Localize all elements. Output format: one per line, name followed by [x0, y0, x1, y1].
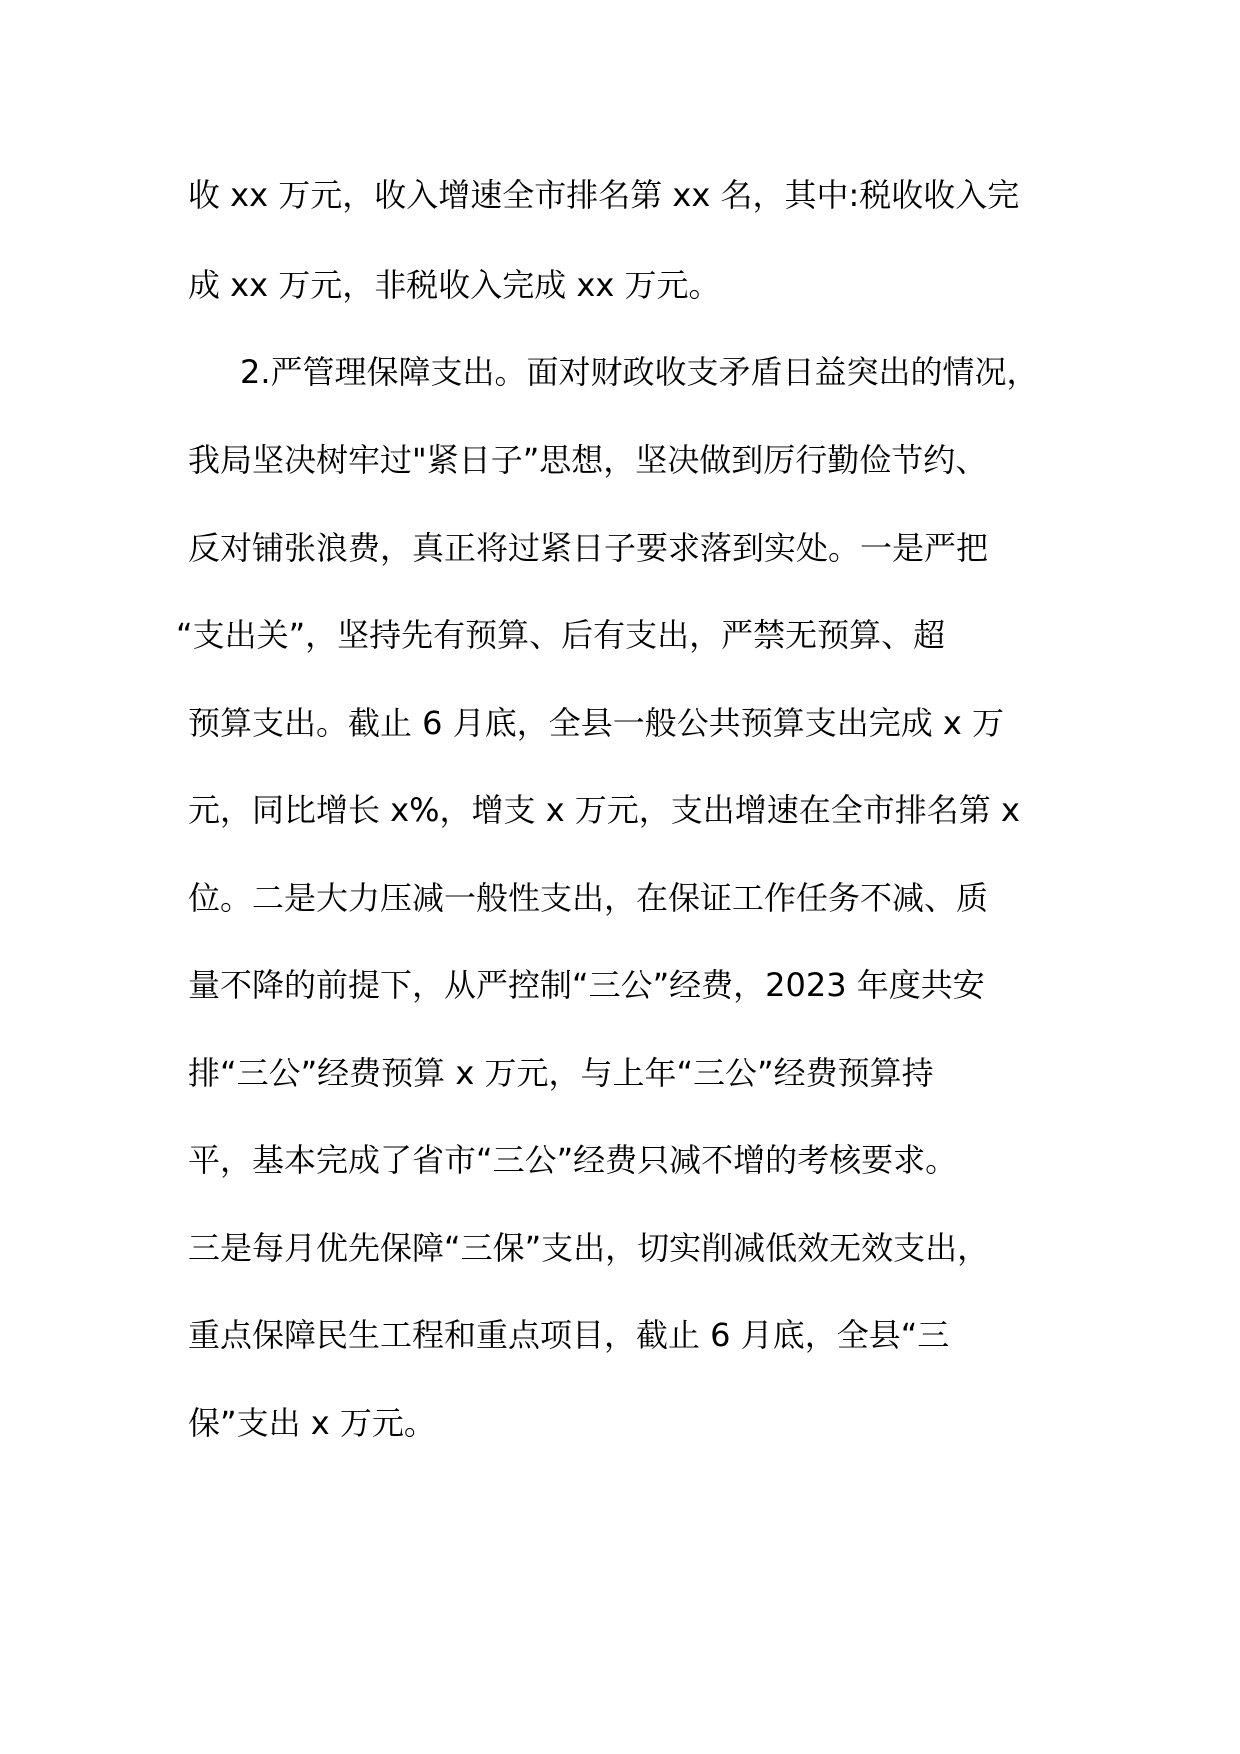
text-line: 量不降的前提下，从严控制“三公”经费，2023 年度共安	[188, 966, 985, 1004]
text-line: 保”支出 x 万元。	[188, 1404, 436, 1442]
paragraph-heading-line: 2.严管理保障支出。面对财政收支矛盾日益突出的情况，	[240, 353, 1039, 391]
text-line: 位。二是大力压减一般性支出，在保证工作任务不减、质	[188, 879, 989, 917]
text-line: 重点保障民生工程和重点项目，截止 6 月底，全县“三	[188, 1316, 950, 1354]
text-line: 元，同比增长 x%，增支 x 万元，支出增速在全市排名第 x	[188, 791, 1020, 829]
text-line: 预算支出。截止 6 月底，全县一般公共预算支出完成 x 万	[188, 704, 1004, 742]
text-line: 排“三公”经费预算 x 万元，与上年“三公”经费预算持	[188, 1054, 934, 1092]
text-line: 三是每月优先保障“三保”支出，切实削减低效无效支出，	[188, 1229, 990, 1267]
text-line: 收 xx 万元，收入增速全市排名第 xx 名，其中:税收收入完	[188, 176, 1020, 214]
text-line: 成 xx 万元，非税收入完成 xx 万元。	[188, 266, 721, 304]
text-line: 平，基本完成了省市“三公”经费只减不增的考核要求。	[188, 1141, 958, 1179]
text-line: 反对铺张浪费，真正将过紧日子要求落到实处。一是严把	[188, 529, 989, 567]
text-line: “支出关”，坚持先有预算、后有支出，严禁无预算、超	[176, 616, 946, 654]
text-line: 我局坚决树牢过"紧日子”思想，坚决做到厉行勤俭节约、	[188, 441, 988, 479]
